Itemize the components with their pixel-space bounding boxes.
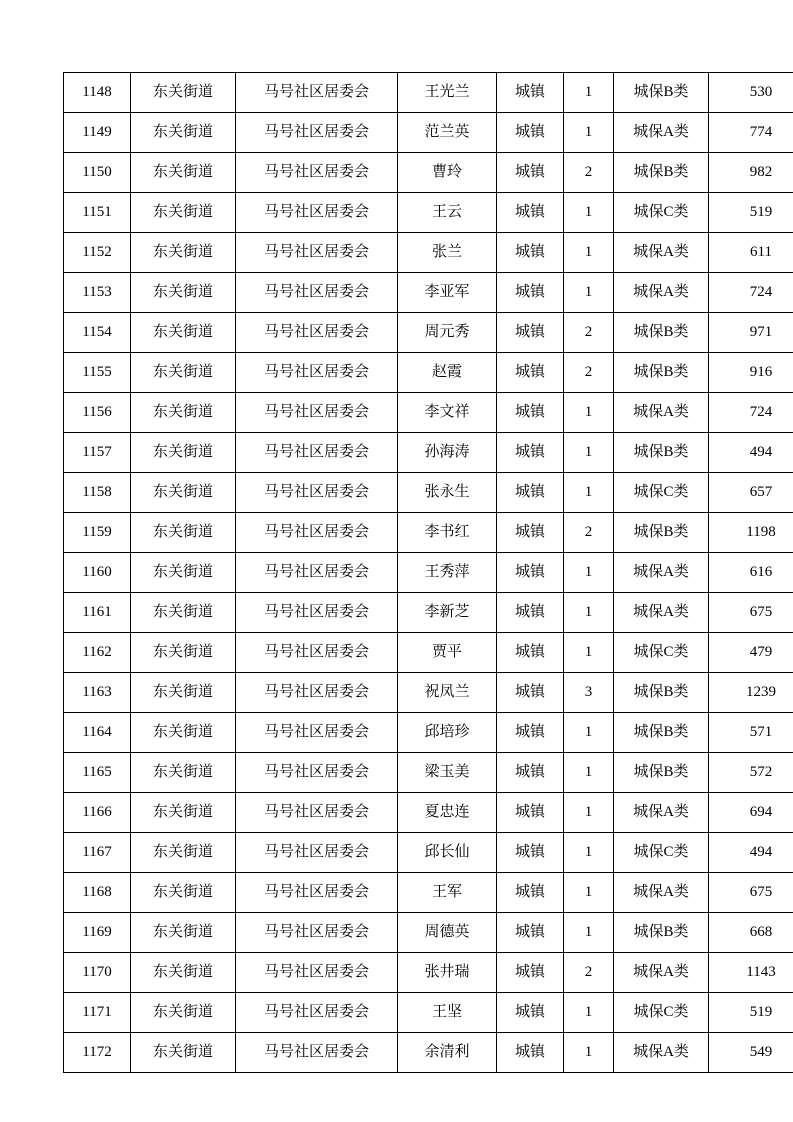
cell-count: 1 xyxy=(564,473,614,513)
cell-type: 城镇 xyxy=(497,913,564,953)
cell-category: 城保C类 xyxy=(614,193,709,233)
cell-count: 2 xyxy=(564,153,614,193)
cell-street: 东关街道 xyxy=(131,273,236,313)
cell-community: 马号社区居委会 xyxy=(236,193,398,233)
cell-count: 3 xyxy=(564,673,614,713)
cell-category: 城保A类 xyxy=(614,113,709,153)
table-row xyxy=(64,873,793,913)
cell-type: 城镇 xyxy=(497,473,564,513)
cell-amount: 657 xyxy=(709,473,793,513)
cell-amount: 1239 xyxy=(709,673,793,713)
cell-street: 东关街道 xyxy=(131,353,236,393)
cell-type: 城镇 xyxy=(497,753,564,793)
cell-name: 张永生 xyxy=(398,473,497,513)
table-row xyxy=(64,673,793,713)
cell-id: 1167 xyxy=(64,833,131,873)
cell-amount: 774 xyxy=(709,113,793,153)
cell-type: 城镇 xyxy=(497,353,564,393)
cell-id: 1162 xyxy=(64,633,131,673)
cell-id: 1161 xyxy=(64,593,131,633)
cell-count: 1 xyxy=(564,593,614,633)
cell-category: 城保A类 xyxy=(614,873,709,913)
cell-name: 李书红 xyxy=(398,513,497,553)
cell-street: 东关街道 xyxy=(131,433,236,473)
cell-community: 马号社区居委会 xyxy=(236,153,398,193)
cell-amount: 530 xyxy=(709,73,793,113)
cell-id: 1168 xyxy=(64,873,131,913)
cell-type: 城镇 xyxy=(497,833,564,873)
cell-category: 城保B类 xyxy=(614,313,709,353)
cell-street: 东关街道 xyxy=(131,473,236,513)
table-row xyxy=(64,1033,793,1073)
cell-amount: 519 xyxy=(709,993,793,1033)
cell-street: 东关街道 xyxy=(131,73,236,113)
cell-name: 赵霞 xyxy=(398,353,497,393)
cell-amount: 982 xyxy=(709,153,793,193)
cell-name: 王军 xyxy=(398,873,497,913)
table-row xyxy=(64,593,793,633)
cell-name: 王光兰 xyxy=(398,73,497,113)
cell-amount: 694 xyxy=(709,793,793,833)
cell-name: 李亚军 xyxy=(398,273,497,313)
table-row xyxy=(64,913,793,953)
cell-count: 1 xyxy=(564,753,614,793)
cell-amount: 675 xyxy=(709,873,793,913)
cell-street: 东关街道 xyxy=(131,393,236,433)
cell-category: 城保A类 xyxy=(614,233,709,273)
table-row xyxy=(64,953,793,993)
cell-community: 马号社区居委会 xyxy=(236,753,398,793)
cell-street: 东关街道 xyxy=(131,833,236,873)
cell-count: 1 xyxy=(564,433,614,473)
cell-id: 1172 xyxy=(64,1033,131,1073)
cell-id: 1170 xyxy=(64,953,131,993)
cell-type: 城镇 xyxy=(497,793,564,833)
cell-category: 城保B类 xyxy=(614,913,709,953)
cell-name: 王云 xyxy=(398,193,497,233)
cell-amount: 572 xyxy=(709,753,793,793)
cell-type: 城镇 xyxy=(497,433,564,473)
cell-amount: 494 xyxy=(709,433,793,473)
cell-category: 城保B类 xyxy=(614,673,709,713)
cell-category: 城保B类 xyxy=(614,73,709,113)
table-row xyxy=(64,153,793,193)
cell-count: 1 xyxy=(564,1033,614,1073)
cell-name: 曹玲 xyxy=(398,153,497,193)
cell-category: 城保C类 xyxy=(614,633,709,673)
table-row xyxy=(64,393,793,433)
cell-type: 城镇 xyxy=(497,553,564,593)
cell-community: 马号社区居委会 xyxy=(236,633,398,673)
cell-street: 东关街道 xyxy=(131,313,236,353)
cell-community: 马号社区居委会 xyxy=(236,473,398,513)
cell-community: 马号社区居委会 xyxy=(236,313,398,353)
cell-name: 周德英 xyxy=(398,913,497,953)
cell-name: 王坚 xyxy=(398,993,497,1033)
cell-count: 2 xyxy=(564,513,614,553)
table-row xyxy=(64,553,793,593)
cell-street: 东关街道 xyxy=(131,153,236,193)
cell-id: 1159 xyxy=(64,513,131,553)
cell-amount: 611 xyxy=(709,233,793,273)
table-row xyxy=(64,193,793,233)
cell-name: 周元秀 xyxy=(398,313,497,353)
cell-street: 东关街道 xyxy=(131,793,236,833)
cell-street: 东关街道 xyxy=(131,913,236,953)
cell-id: 1169 xyxy=(64,913,131,953)
cell-count: 1 xyxy=(564,193,614,233)
cell-amount: 724 xyxy=(709,393,793,433)
cell-count: 1 xyxy=(564,633,614,673)
cell-type: 城镇 xyxy=(497,593,564,633)
cell-street: 东关街道 xyxy=(131,753,236,793)
cell-street: 东关街道 xyxy=(131,673,236,713)
cell-street: 东关街道 xyxy=(131,873,236,913)
cell-id: 1149 xyxy=(64,113,131,153)
cell-community: 马号社区居委会 xyxy=(236,433,398,473)
cell-community: 马号社区居委会 xyxy=(236,273,398,313)
cell-street: 东关街道 xyxy=(131,553,236,593)
cell-category: 城保B类 xyxy=(614,513,709,553)
cell-count: 1 xyxy=(564,113,614,153)
cell-name: 夏忠连 xyxy=(398,793,497,833)
cell-name: 邱长仙 xyxy=(398,833,497,873)
cell-name: 贾平 xyxy=(398,633,497,673)
cell-id: 1171 xyxy=(64,993,131,1033)
cell-amount: 1198 xyxy=(709,513,793,553)
cell-amount: 519 xyxy=(709,193,793,233)
cell-type: 城镇 xyxy=(497,273,564,313)
cell-id: 1150 xyxy=(64,153,131,193)
subsidy-recipients-table xyxy=(63,72,793,1073)
cell-id: 1158 xyxy=(64,473,131,513)
cell-community: 马号社区居委会 xyxy=(236,353,398,393)
cell-category: 城保B类 xyxy=(614,713,709,753)
cell-category: 城保B类 xyxy=(614,353,709,393)
cell-name: 王秀萍 xyxy=(398,553,497,593)
cell-community: 马号社区居委会 xyxy=(236,73,398,113)
cell-count: 1 xyxy=(564,793,614,833)
cell-street: 东关街道 xyxy=(131,993,236,1033)
table-row xyxy=(64,753,793,793)
cell-category: 城保B类 xyxy=(614,153,709,193)
cell-amount: 479 xyxy=(709,633,793,673)
cell-street: 东关街道 xyxy=(131,113,236,153)
cell-amount: 668 xyxy=(709,913,793,953)
cell-street: 东关街道 xyxy=(131,233,236,273)
cell-name: 张兰 xyxy=(398,233,497,273)
table-row xyxy=(64,793,793,833)
cell-amount: 971 xyxy=(709,313,793,353)
cell-type: 城镇 xyxy=(497,313,564,353)
cell-id: 1154 xyxy=(64,313,131,353)
cell-amount: 675 xyxy=(709,593,793,633)
cell-type: 城镇 xyxy=(497,633,564,673)
cell-count: 1 xyxy=(564,233,614,273)
cell-id: 1152 xyxy=(64,233,131,273)
cell-id: 1155 xyxy=(64,353,131,393)
cell-community: 马号社区居委会 xyxy=(236,993,398,1033)
table-row xyxy=(64,833,793,873)
table-row xyxy=(64,713,793,753)
cell-category: 城保A类 xyxy=(614,393,709,433)
cell-type: 城镇 xyxy=(497,73,564,113)
cell-community: 马号社区居委会 xyxy=(236,793,398,833)
cell-count: 1 xyxy=(564,273,614,313)
cell-name: 梁玉美 xyxy=(398,753,497,793)
cell-community: 马号社区居委会 xyxy=(236,553,398,593)
cell-category: 城保A类 xyxy=(614,553,709,593)
cell-name: 范兰英 xyxy=(398,113,497,153)
cell-street: 东关街道 xyxy=(131,513,236,553)
cell-community: 马号社区居委会 xyxy=(236,913,398,953)
cell-count: 2 xyxy=(564,353,614,393)
cell-count: 1 xyxy=(564,833,614,873)
cell-category: 城保B类 xyxy=(614,753,709,793)
cell-id: 1164 xyxy=(64,713,131,753)
cell-id: 1160 xyxy=(64,553,131,593)
cell-count: 1 xyxy=(564,913,614,953)
cell-street: 东关街道 xyxy=(131,713,236,753)
cell-type: 城镇 xyxy=(497,513,564,553)
cell-amount: 616 xyxy=(709,553,793,593)
table-row xyxy=(64,353,793,393)
cell-community: 马号社区居委会 xyxy=(236,873,398,913)
cell-name: 祝凤兰 xyxy=(398,673,497,713)
cell-street: 东关街道 xyxy=(131,953,236,993)
cell-count: 1 xyxy=(564,713,614,753)
cell-category: 城保A类 xyxy=(614,953,709,993)
cell-category: 城保A类 xyxy=(614,793,709,833)
cell-community: 马号社区居委会 xyxy=(236,513,398,553)
cell-category: 城保A类 xyxy=(614,593,709,633)
table-row xyxy=(64,513,793,553)
cell-amount: 549 xyxy=(709,1033,793,1073)
cell-community: 马号社区居委会 xyxy=(236,673,398,713)
cell-count: 1 xyxy=(564,553,614,593)
cell-type: 城镇 xyxy=(497,993,564,1033)
cell-category: 城保C类 xyxy=(614,473,709,513)
cell-category: 城保B类 xyxy=(614,433,709,473)
cell-type: 城镇 xyxy=(497,233,564,273)
cell-amount: 724 xyxy=(709,273,793,313)
cell-community: 马号社区居委会 xyxy=(236,833,398,873)
cell-id: 1156 xyxy=(64,393,131,433)
cell-type: 城镇 xyxy=(497,393,564,433)
cell-type: 城镇 xyxy=(497,153,564,193)
cell-category: 城保A类 xyxy=(614,273,709,313)
cell-count: 1 xyxy=(564,873,614,913)
cell-id: 1165 xyxy=(64,753,131,793)
cell-type: 城镇 xyxy=(497,1033,564,1073)
cell-id: 1151 xyxy=(64,193,131,233)
table-body xyxy=(64,73,793,1073)
cell-community: 马号社区居委会 xyxy=(236,713,398,753)
cell-count: 1 xyxy=(564,393,614,433)
table-row xyxy=(64,633,793,673)
cell-community: 马号社区居委会 xyxy=(236,233,398,273)
cell-id: 1166 xyxy=(64,793,131,833)
cell-count: 1 xyxy=(564,993,614,1033)
cell-name: 邱培珍 xyxy=(398,713,497,753)
cell-community: 马号社区居委会 xyxy=(236,393,398,433)
cell-name: 李文祥 xyxy=(398,393,497,433)
cell-name: 孙海涛 xyxy=(398,433,497,473)
cell-name: 张井瑞 xyxy=(398,953,497,993)
cell-type: 城镇 xyxy=(497,873,564,913)
table-row xyxy=(64,473,793,513)
cell-amount: 916 xyxy=(709,353,793,393)
table-row xyxy=(64,433,793,473)
cell-count: 2 xyxy=(564,313,614,353)
cell-street: 东关街道 xyxy=(131,193,236,233)
cell-category: 城保A类 xyxy=(614,1033,709,1073)
cell-category: 城保C类 xyxy=(614,833,709,873)
cell-amount: 1143 xyxy=(709,953,793,993)
cell-community: 马号社区居委会 xyxy=(236,1033,398,1073)
cell-category: 城保C类 xyxy=(614,993,709,1033)
cell-id: 1163 xyxy=(64,673,131,713)
table-row xyxy=(64,73,793,113)
cell-community: 马号社区居委会 xyxy=(236,113,398,153)
cell-type: 城镇 xyxy=(497,113,564,153)
cell-id: 1157 xyxy=(64,433,131,473)
cell-type: 城镇 xyxy=(497,193,564,233)
cell-count: 1 xyxy=(564,73,614,113)
cell-community: 马号社区居委会 xyxy=(236,593,398,633)
cell-amount: 494 xyxy=(709,833,793,873)
table-row xyxy=(64,233,793,273)
table-row xyxy=(64,313,793,353)
cell-name: 余清利 xyxy=(398,1033,497,1073)
table-row xyxy=(64,113,793,153)
cell-street: 东关街道 xyxy=(131,593,236,633)
cell-name: 李新芝 xyxy=(398,593,497,633)
cell-street: 东关街道 xyxy=(131,633,236,673)
cell-id: 1153 xyxy=(64,273,131,313)
cell-type: 城镇 xyxy=(497,713,564,753)
cell-id: 1148 xyxy=(64,73,131,113)
cell-count: 2 xyxy=(564,953,614,993)
table-row xyxy=(64,993,793,1033)
cell-type: 城镇 xyxy=(497,953,564,993)
cell-amount: 571 xyxy=(709,713,793,753)
table-row xyxy=(64,273,793,313)
cell-street: 东关街道 xyxy=(131,1033,236,1073)
cell-community: 马号社区居委会 xyxy=(236,953,398,993)
cell-type: 城镇 xyxy=(497,673,564,713)
